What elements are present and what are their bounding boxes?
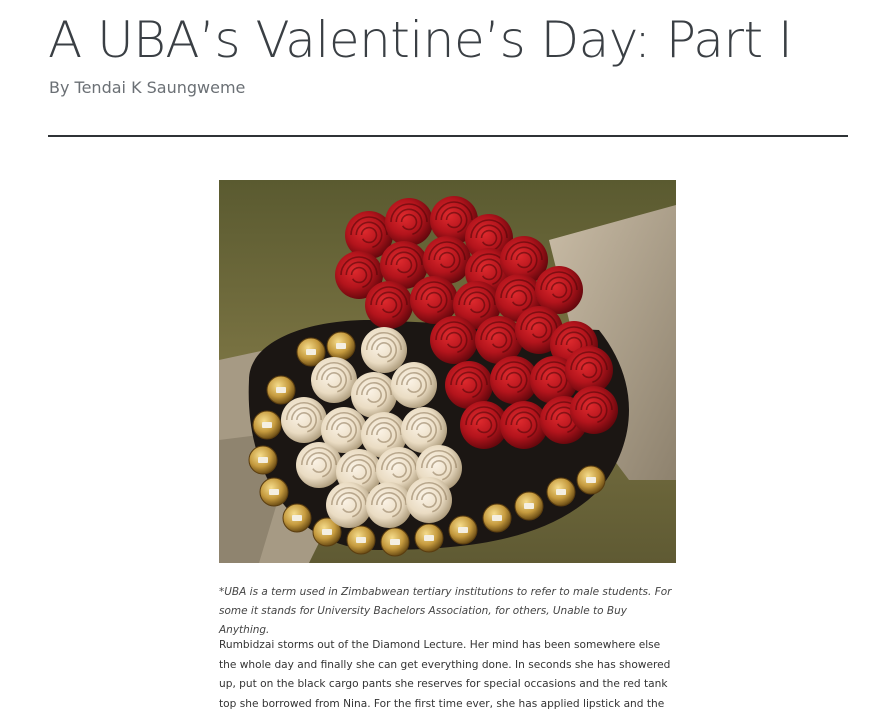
rose bbox=[430, 316, 478, 364]
rose bbox=[326, 482, 372, 528]
article-byline: By Tendai K Saungweme bbox=[49, 78, 246, 97]
article-title: A UBA’s Valentine’s Day: Part I bbox=[48, 11, 793, 69]
rose bbox=[281, 397, 327, 443]
rose bbox=[570, 386, 618, 434]
rose bbox=[296, 442, 342, 488]
rose bbox=[361, 327, 407, 373]
rose bbox=[366, 482, 412, 528]
article-photo bbox=[219, 180, 676, 563]
photo-caption: *UBA is a term used in Zimbabwean tertiary institutions to refer to male students. For some it stands for University Bachelors Association, for others, Unable to Buy Anything. bbox=[219, 586, 672, 636]
rose bbox=[385, 198, 433, 246]
rose bbox=[406, 477, 452, 523]
rose bbox=[391, 362, 437, 408]
title-divider bbox=[48, 135, 848, 137]
rose bbox=[311, 357, 357, 403]
rose bbox=[351, 372, 397, 418]
rose bbox=[365, 281, 413, 329]
article-paragraph: Rumbidzai storms out of the Diamond Lecture. Her mind has been somewhere else the whole day and finally she can get everything done. In seconds she has showered up, put on the black cargo pants she reserves for special occasions and the red tank top she borrowed from Nina. For the first time ever, she has applied lipstick and the bbox=[219, 639, 671, 710]
